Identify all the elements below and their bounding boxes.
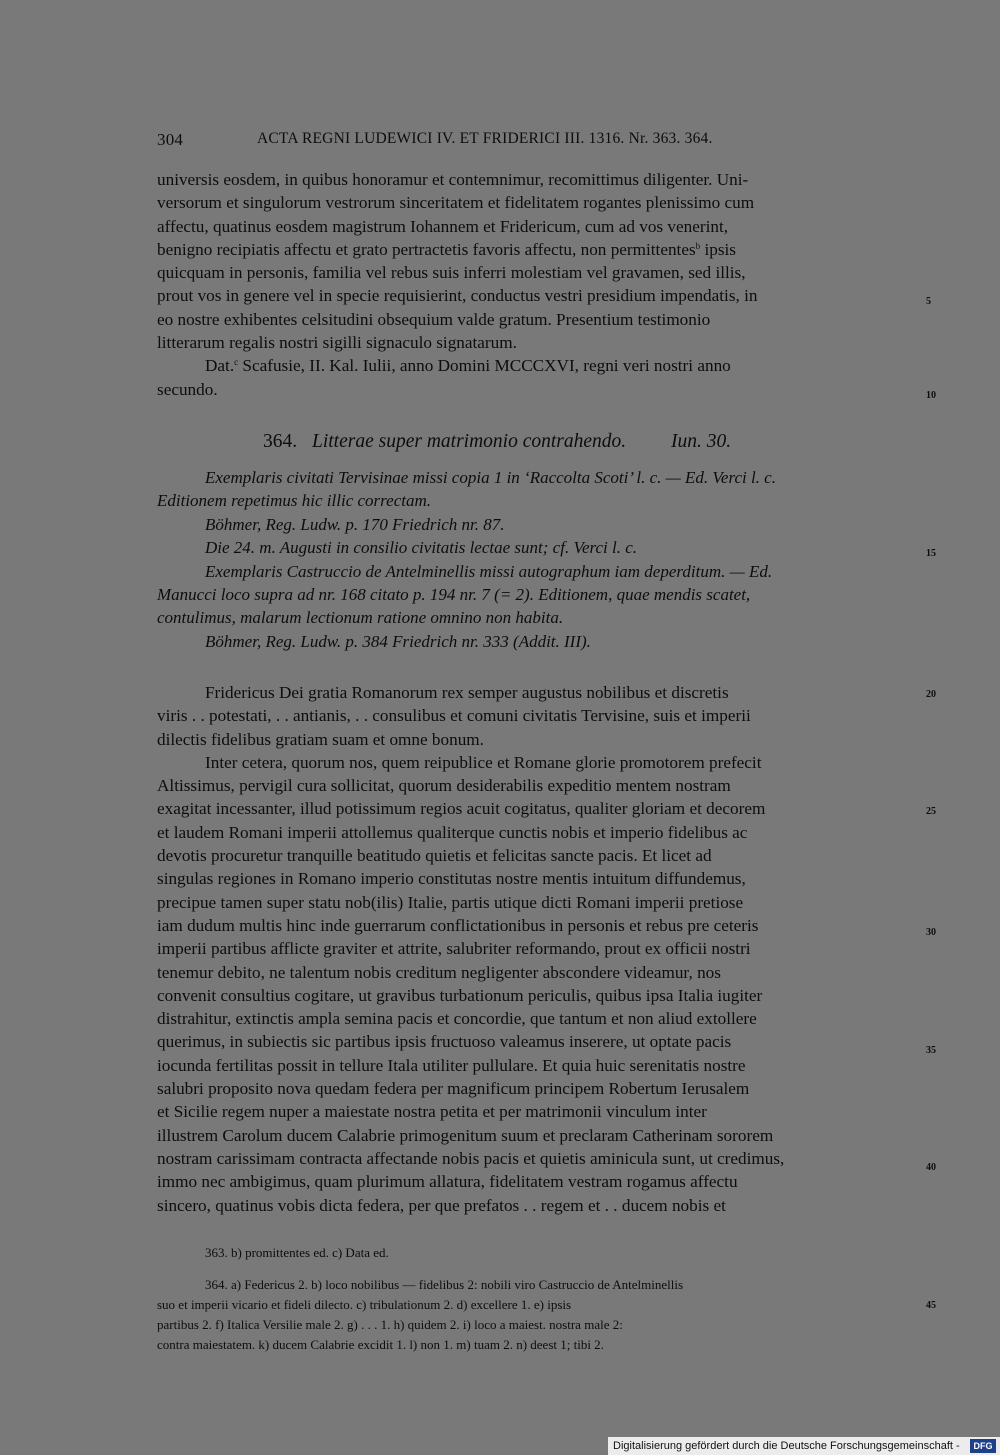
text-line: litterarum regalis nostri sigilli signaculo signatarum. xyxy=(157,333,517,353)
text-line: universis eosdem, in quibus honoramur et contemnimur, recomittimus diligenter. Uni- xyxy=(157,170,749,189)
line-number: 10 xyxy=(926,390,936,401)
funding-text: Digitalisierung gefördert durch die Deutsche Forschungsgemeinschaft - xyxy=(613,1440,960,1452)
line-number: 35 xyxy=(926,1045,936,1056)
text-line: Fridericus Dei gratia Romanorum rex semper augustus nobilibus et discretis xyxy=(205,683,729,702)
text-line: distrahitur, extinctis ampla semina pacis et concordie, que tantum et non aliud extollere xyxy=(157,1009,757,1029)
page-number: 304 xyxy=(157,130,184,149)
footnotes-363: 363. b) promittentes ed. c) Data ed. xyxy=(205,1245,389,1260)
text-line: illustrem Carolum ducem Calabrie primogenitum suum et preclaram Catherinam sororem xyxy=(157,1125,774,1145)
note-line: Böhmer, Reg. Ludw. p. 170 Friedrich nr. 87. xyxy=(205,514,505,534)
text-line: convenit consultius cogitare, ut gravibus turbationum periculis, quibus ipsa Italia iugiter xyxy=(157,985,763,1005)
editorial-notes xyxy=(157,466,921,653)
text-line: prout vos in genere vel in specie requisierint, conductus vestri presidium impendatis, in xyxy=(157,286,758,306)
text-line: quicquam in personis, familia vel rebus suis inferri molestiam vel gravamen, sed illis, xyxy=(157,263,746,283)
text-line: Altissimus, pervigil cura sollicitat, quorum desiderabilis expeditio mentem nostram xyxy=(157,776,731,796)
text-line: sincero, quatinus vobis dicta federa, per que prefatos . . regem et . . ducem nobis et xyxy=(157,1195,726,1215)
text-line: eo nostre exhibentes celsitudini obsequium valde gratum. Presentium testimonio xyxy=(157,309,711,329)
text-line: et laudem Romani imperii attollemus qualiterque cunctis nobis et imperio fidelibus ac xyxy=(157,822,748,842)
line-number: 15 xyxy=(926,548,936,559)
footnote-line: suo et imperii vicario et fideli dilecto. c) tribulationum 2. d) excellere 1. e) ipsis xyxy=(157,1297,572,1312)
note-line: Manucci loco supra ad nr. 168 citato p. 194 nr. 7 (= 2). Editionem, quae mendis scatet, xyxy=(157,585,751,605)
doc-363-text xyxy=(157,168,921,401)
running-title: ACTA REGNI LUDEWICI IV. ET FRIDERICI III. 1316. Nr. 363. 364. xyxy=(257,130,713,147)
text-line: querimus, in subiectis sic partibus ipsis fructuoso valeamus inserere, ut optate pacis xyxy=(157,1032,732,1052)
text-line: precipue tamen super statu nob(ilis) Italie, partis utique dicti Romani imperii pretiose xyxy=(157,892,744,912)
note-line: Exemplaris Castruccio de Antelminellis missi autographum iam deperditum. — Ed. xyxy=(205,561,773,581)
footnote-line: 364. a) Federicus 2. b) loco nobilibus — fidelibus 2: nobili viro Castruccio de Antelminellis xyxy=(205,1277,684,1292)
text-line: exagitat incessanter, illud potissimum regios acuit cogitatus, qualiter gloriam et decorem xyxy=(157,799,766,819)
note-line: Böhmer, Reg. Ludw. p. 384 Friedrich nr. 333 (Addit. III). xyxy=(205,631,591,651)
doc-number: 364. xyxy=(263,431,298,452)
text-line: devotis procuretur tranquille beatitudo quietis et felicitas sancte pacis. Et licet ad xyxy=(157,846,712,866)
text-span: benigno recipiatis affectu et grato pertractetis favoris affectu, non permittentes xyxy=(157,239,696,259)
line-number: 45 xyxy=(926,1300,936,1311)
footnote-line: partibus 2. f) Italica Versilie male 2. g) . . . 1. h) quidem 2. i) loco a maiest. nostra male 2: xyxy=(157,1317,623,1332)
footnotes-364 xyxy=(157,1275,921,1355)
text-line: iam dudum multis hinc inde guerrarum conflictationibus in personis et rebus pre ceteris xyxy=(157,915,759,935)
text-line: versorum et singulorum vestrorum sinceritatem et fidelitatem rogantes plenissimo cum xyxy=(157,193,755,213)
text-line: et Sicilie regem nuper a maiestate nostra petita et per matrimonii vinculum inter xyxy=(157,1102,707,1122)
text-line: dilectis fidelibus gratiam suam et omne bonum. xyxy=(157,729,484,749)
dat-prefix: Dat. xyxy=(205,356,235,376)
text-line: iocunda fertilitas possit in tellure Itala utiliter pullulare. Et quia huic serenitatis nostre xyxy=(157,1055,746,1075)
doc-364-text xyxy=(157,681,921,1217)
document-heading xyxy=(263,431,731,453)
line-number: 30 xyxy=(926,927,936,938)
note-line: Editionem repetimus hic illic correctam. xyxy=(157,491,431,511)
text-line: tenemur debito, ne talentum nobis creditum negligenter abscondere videamur, nos xyxy=(157,962,721,982)
text-line: benigno recipiatis affectu et grato pertractetis favoris affectu, non permittentes$^b$ ipsis xyxy=(157,239,736,259)
dat-text: Scafusie, II. Kal. Iulii, anno Domini MCCCXVI, regni veri nostri anno xyxy=(242,356,731,376)
text-line: salubri proposito nova quedam federa per magnificum principem Robertum Ierusalem xyxy=(157,1079,750,1099)
text-line: Inter cetera, quorum nos, quem reipublice et Romane glorie promotorem prefecit xyxy=(205,752,762,772)
note-line: contulimus, malarum lectionum ratione omnino non habita. xyxy=(157,608,564,628)
text-line: singulas regiones in Romano imperio constitutas nostre mentis intuitum diffundemus, xyxy=(157,869,746,889)
text-line: affectu, quatinus eosdem magistrum Iohannem et Fridericum, cum ad vos venerint, xyxy=(157,216,729,236)
doc-date: Iun. 30. xyxy=(671,431,732,452)
dat-line: Dat.$^c$ Scafusie, II. Kal. Iulii, anno Domini MCCCXVI, regni veri nostri anno xyxy=(205,356,731,376)
note-line: Die 24. m. Augusti in consilio civitatis lectae sunt; cf. Verci l. c. xyxy=(205,538,638,558)
text-line: imperii partibus afflicte graviter et attrite, salubriter reformando, prout ex officii nostri xyxy=(157,939,751,959)
line-number: 5 xyxy=(926,296,931,307)
line-number: 20 xyxy=(926,689,936,700)
dfg-logo-icon: DFG xyxy=(970,1439,996,1453)
text-line: viris . . potestati, . . antianis, . . consulibus et comuni civitatis Tervisine, suis et imperii xyxy=(157,706,751,726)
dat-line-2: secundo. xyxy=(157,379,218,399)
line-number: 40 xyxy=(926,1162,936,1173)
text-line: immo nec ambigimus, quam plurimum allatura, fidelitatem vestram rogamus affectu xyxy=(157,1172,738,1192)
text-line: nostram carissimam contracta affectande nobis pacis et quietis aminicula sunt, ut credimus, xyxy=(157,1148,785,1168)
doc-title: Litterae super matrimonio contrahendo. xyxy=(312,431,627,452)
footnote-line: contra maiestatem. k) ducem Calabrie excidit 1. l) non 1. m) tuam 2. n) deest 1; tibi 2. xyxy=(157,1337,604,1352)
note-line: Exemplaris civitati Tervisinae missi copia 1 in ‘Raccolta Scoti’ l. c. — Ed. Verci l. c. xyxy=(205,468,776,487)
funding-footer xyxy=(608,1437,1000,1455)
line-number: 25 xyxy=(926,806,936,817)
